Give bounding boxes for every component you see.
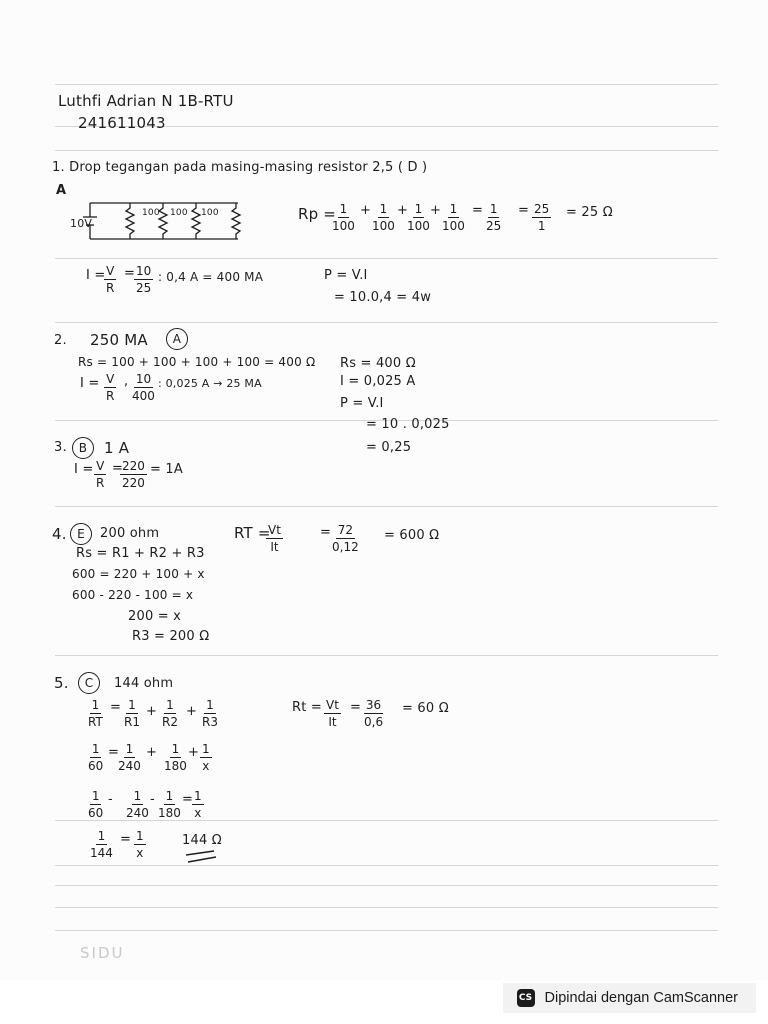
q5-rt-result: = 60 Ω (402, 701, 449, 716)
q2-choice: A (166, 328, 188, 350)
q1-rp-result: = 25 Ω (566, 205, 613, 220)
fraction: $\frac{Vt}{It}$ (326, 698, 339, 729)
q1-title: 1. Drop tegangan pada masing-masing resistor 2,5 ( D ) (52, 160, 428, 175)
fraction: $\frac{V}{R}$ (106, 264, 115, 295)
fraction: $\frac{10}{400}$ (132, 372, 155, 403)
q5-answer: 144 ohm (114, 676, 174, 691)
circuit-resistor-label: 100 (170, 208, 188, 218)
fraction: $\frac{220}{220}$ (122, 459, 145, 490)
q2-right-line: Rs = 400 Ω (340, 356, 416, 371)
fraction: $\frac{1}{R1}$ (124, 698, 140, 729)
equals-sign: = (124, 266, 135, 281)
fraction: $\frac{72}{0,12}$ (332, 523, 359, 554)
q4-rt-label: RT = (234, 524, 271, 542)
circuit-resistor-label: 100 (201, 208, 219, 218)
fraction: $\frac{25}{1}$ (534, 202, 550, 233)
q5-final-answer: 144 Ω (182, 833, 222, 848)
watermark: SIDU (80, 944, 125, 962)
fraction: $\frac{1}{240}$ (118, 742, 141, 773)
fraction: $\frac{1}{RT}$ (88, 698, 103, 729)
fraction: $\frac{1}{x}$ (202, 742, 210, 773)
q2-answer: 250 MA (90, 331, 148, 349)
equals-sign: = (350, 700, 361, 715)
fraction: $\frac{V}{R}$ (96, 459, 105, 490)
camscanner-text: Dipindai dengan CamScanner (544, 990, 738, 1006)
equals-sign: = (112, 461, 123, 476)
fraction: $\frac{1}{R3}$ (202, 698, 218, 729)
q1-power-line1: P = V.I (324, 268, 368, 283)
plus-sign: + (146, 704, 157, 719)
q4-step: 600 = 220 + 100 + x (72, 567, 205, 581)
fraction: $\frac{1}{x}$ (136, 829, 144, 860)
q2-right-line: = 10 . 0,025 (366, 417, 450, 432)
q4-number: 4. (52, 525, 67, 543)
plus-sign: + (397, 203, 408, 218)
fraction: $\frac{1}{100}$ (372, 202, 395, 233)
equals-sign: = (320, 525, 331, 540)
fraction: $\frac{1}{R2}$ (162, 698, 178, 729)
equals-sign: = (108, 745, 119, 760)
q1-rp-label: Rp = (298, 205, 337, 223)
fraction: $\frac{1}{25}$ (486, 202, 502, 233)
plus-sign: + (186, 704, 197, 719)
fraction: $\frac{1}{180}$ (158, 789, 181, 820)
q2-right-line: P = V.I (340, 396, 384, 411)
ruled-line (55, 506, 718, 507)
fraction: $\frac{1}{100}$ (442, 202, 465, 233)
comma: , (124, 374, 129, 389)
q4-step: 600 - 220 - 100 = x (72, 588, 194, 602)
q5-choice: C (78, 672, 100, 694)
q2-rs-line: Rs = 100 + 100 + 100 + 100 = 400 Ω (78, 355, 316, 369)
q3-current-result: = 1A (150, 462, 183, 477)
q1-power-line2: = 10.0,4 = 4w (334, 290, 432, 305)
fraction: $\frac{1}{144}$ (90, 829, 113, 860)
fraction: $\frac{1}{240}$ (126, 789, 149, 820)
q4-answer: 200 ohm (100, 526, 160, 541)
q4-step: 200 = x (128, 609, 182, 624)
q2-number: 2. (54, 333, 67, 348)
q3-number: 3. (54, 440, 67, 455)
equals-sign: = (182, 792, 193, 807)
student-id: 241611043 (78, 114, 166, 132)
q4-step: Rs = R1 + R2 + R3 (76, 546, 205, 561)
q2-current-label: I = (80, 376, 100, 391)
circuit-resistor-label: 100 (142, 208, 160, 218)
fraction: $\frac{Vt}{It}$ (268, 523, 281, 554)
q2-right-line: = 0,25 (366, 440, 412, 455)
ruled-line (55, 150, 718, 151)
plus-sign: + (360, 203, 371, 218)
q1-current-label: I = (86, 268, 106, 283)
fraction: $\frac{1}{100}$ (332, 202, 355, 233)
q2-current-result: : 0,025 A → 25 MA (158, 377, 262, 390)
ruled-line (55, 930, 718, 931)
ruled-line (55, 655, 718, 656)
fraction: $\frac{10}{25}$ (136, 264, 152, 295)
q5-rt-label: Rt = (292, 700, 322, 715)
fraction: $\frac{1}{60}$ (88, 742, 104, 773)
ruled-line (55, 865, 718, 866)
q4-choice: E (70, 523, 92, 545)
minus-sign: - (108, 792, 113, 807)
fraction: $\frac{1}{60}$ (88, 789, 104, 820)
student-name: Luthfi Adrian N 1B-RTU (58, 92, 234, 110)
plus-sign: + (188, 745, 199, 760)
q2-right-line: I = 0,025 A (340, 374, 416, 389)
ruled-line (55, 258, 718, 259)
equals-sign: = (518, 203, 529, 218)
camscanner-logo-icon: CS (517, 989, 535, 1007)
plus-sign: + (430, 203, 441, 218)
ruled-line (55, 322, 718, 323)
fraction: $\frac{36}{0,6}$ (364, 698, 384, 729)
equals-sign: = (120, 832, 131, 847)
q4-step: R3 = 200 Ω (132, 629, 210, 644)
parallel-circuit-diagram (68, 195, 248, 245)
fraction: $\frac{1}{100}$ (407, 202, 430, 233)
q3-answer: 1 A (104, 439, 130, 457)
q1-mark: A (56, 183, 67, 198)
q3-choice: B (72, 437, 94, 459)
q4-rt-result: = 600 Ω (384, 528, 440, 543)
q3-current-label: I = (74, 462, 94, 477)
ruled-line (55, 907, 718, 908)
camscanner-badge (503, 983, 756, 1013)
plus-sign: + (146, 745, 157, 760)
minus-sign: - (150, 792, 155, 807)
double-underline-mark (184, 850, 218, 864)
q1-current-result: : 0,4 A = 400 MA (158, 270, 264, 284)
q5-number: 5. (54, 674, 69, 692)
fraction: $\frac{1}{180}$ (164, 742, 187, 773)
equals-sign: = (472, 203, 483, 218)
circuit-source-label: 10V (70, 217, 93, 230)
fraction: $\frac{V}{R}$ (106, 372, 115, 403)
ruled-line (55, 885, 718, 886)
fraction: $\frac{1}{x}$ (194, 789, 202, 820)
ruled-line (55, 820, 718, 821)
equals-sign: = (110, 700, 121, 715)
ruled-line (55, 84, 718, 85)
